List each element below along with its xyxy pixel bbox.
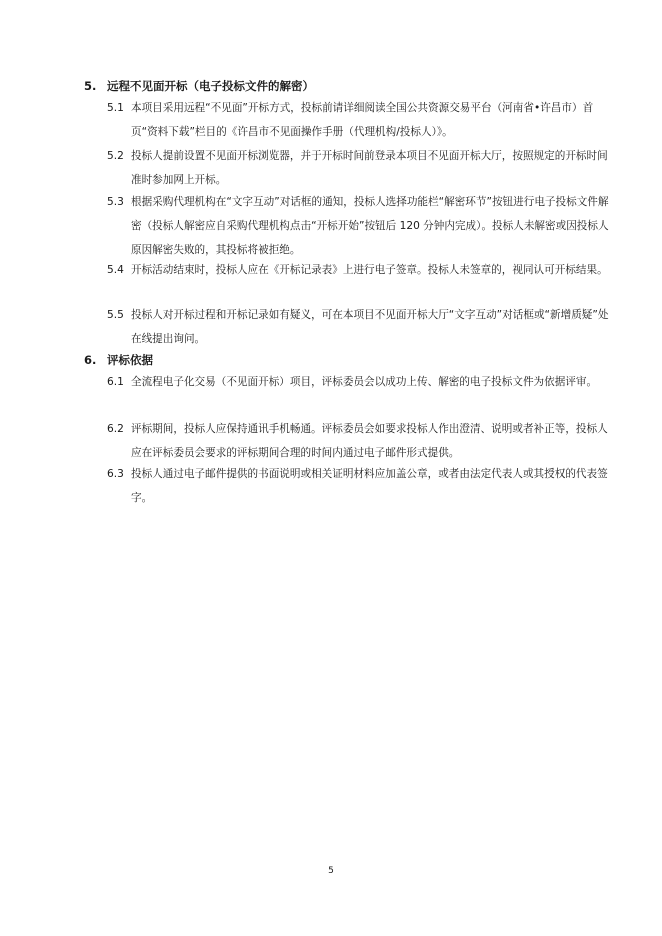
section-heading-6 (84, 352, 153, 368)
section-title: 评标依据 (107, 353, 153, 367)
clause-number: 6.3 (107, 468, 124, 480)
clause-number: 6.1 (107, 376, 124, 388)
clause-text: 全流程电子化交易（不见面开标）项目，评标委员会以成功上传、解密的电子投标文件为依据评审。 (131, 376, 598, 388)
section-number: 5. (84, 79, 97, 93)
clause-number: 6.2 (107, 423, 124, 435)
clause-number: 5.2 (107, 150, 124, 162)
clause-text: 本项目采用远程“不见面”开标方式，投标前请详细阅读全国公共资源交易平台（河南省•许昌市）首页“资料下载”栏目的《许昌市不见面操作手册（代理机构/投标人）》。 (131, 102, 594, 138)
clause-number: 5.5 (107, 309, 124, 321)
clause-6-1 (107, 370, 611, 394)
clause-5-3 (107, 190, 611, 262)
clause-5-2 (107, 144, 611, 192)
clause-5-5 (107, 303, 611, 351)
clause-6-3 (107, 462, 611, 510)
clause-text: 开标活动结束时，投标人应在《开标记录表》上进行电子签章。投标人未签章的，视同认可开标结果。 (131, 264, 608, 276)
clause-number: 5.1 (107, 102, 124, 114)
section-title: 远程不见面开标（电子投标文件的解密） (107, 79, 314, 93)
page-number: 5 (328, 866, 334, 876)
clause-text: 投标人通过电子邮件提供的书面说明或相关证明材料应加盖公章，或者由法定代表人或其授权的代表签字。 (131, 468, 608, 504)
clause-5-4 (107, 258, 611, 282)
clause-text: 根据采购代理机构在“文字互动”对话框的通知，投标人选择功能栏“解密环节”按钮进行电子投标文件解密（投标人解密应自采购代理机构点击“开标开始”按钮后 120 分钟内完成）。投标人未解密或因投标人原因解密失败的，其投标将被拒绝。 (131, 196, 609, 256)
clause-text: 投标人提前设置不见面开标浏览器，并于开标时间前登录本项目不见面开标大厅，按照规定的开标时间准时参加网上开标。 (131, 150, 608, 186)
clause-text: 投标人对开标过程和开标记录如有疑义，可在本项目不见面开标大厅“文字互动”对话框或“新增质疑”处在线提出询问。 (131, 309, 609, 345)
clause-number: 5.3 (107, 196, 124, 208)
section-heading-5 (84, 78, 314, 94)
clause-text: 评标期间，投标人应保持通讯手机畅通。评标委员会如要求投标人作出澄清、说明或者补正等，投标人应在评标委员会要求的评标期间合理的时间内通过电子邮件形式提供。 (131, 423, 608, 459)
clause-5-1 (107, 96, 611, 144)
clause-6-2 (107, 417, 611, 465)
section-number: 6. (84, 353, 97, 367)
clause-number: 5.4 (107, 264, 124, 276)
